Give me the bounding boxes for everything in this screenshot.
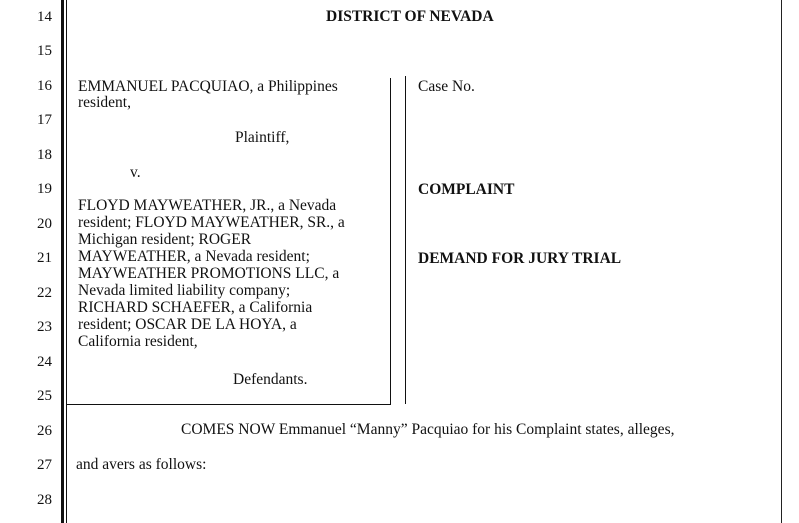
- court-district-heading: DISTRICT OF NEVADA: [326, 8, 494, 25]
- defendant-role: Defendants.: [233, 371, 308, 388]
- defendant-line: RICHARD SCHAEFER, a California: [78, 299, 313, 316]
- defendant-line: resident; FLOYD MAYWEATHER, SR., a: [78, 214, 345, 231]
- line-number: 26: [37, 423, 52, 439]
- defendant-line: MAYWEATHER PROMOTIONS LLC, a: [78, 265, 340, 282]
- defendant-line: FLOYD MAYWEATHER, JR., a Nevada: [78, 197, 337, 214]
- document-title: COMPLAINT: [418, 181, 515, 198]
- line-number: 16: [37, 78, 52, 94]
- defendant-line: California resident,: [78, 333, 198, 350]
- line-number: 21: [37, 250, 52, 266]
- line-number: 19: [37, 181, 52, 197]
- line-number: 17: [37, 112, 52, 128]
- defendant-line: Michigan resident; ROGER: [78, 231, 252, 248]
- defendant-line: resident; OSCAR DE LA HOYA, a: [78, 316, 297, 333]
- line-number: 18: [37, 147, 52, 163]
- line-number: 27: [37, 457, 52, 473]
- plaintiff-line: resident,: [78, 94, 131, 111]
- body-text-line: COMES NOW Emmanuel “Manny” Pacquiao for his Complaint states, alleges,: [181, 421, 675, 438]
- line-number: 23: [37, 319, 52, 335]
- caption-divider: [405, 76, 406, 404]
- line-number: 22: [37, 285, 52, 301]
- versus-label: v.: [130, 164, 141, 181]
- plaintiff-role: Plaintiff,: [235, 129, 290, 146]
- left-margin-rule: [61, 0, 64, 523]
- case-number-label: Case No.: [418, 78, 475, 95]
- line-number: 24: [37, 354, 52, 370]
- line-number: 25: [37, 388, 52, 404]
- line-number: 15: [37, 43, 52, 59]
- jury-demand-title: DEMAND FOR JURY TRIAL: [418, 250, 622, 267]
- right-margin-rule: [781, 0, 782, 523]
- body-text-line: and avers as follows:: [76, 456, 207, 473]
- line-number: 14: [37, 9, 52, 25]
- line-number: 20: [37, 216, 52, 232]
- defendant-line: MAYWEATHER, a Nevada resident;: [78, 248, 310, 265]
- line-number: 28: [37, 492, 52, 508]
- defendant-line: Nevada limited liability company;: [78, 282, 291, 299]
- plaintiff-line: EMMANUEL PACQUIAO, a Philippines: [78, 78, 338, 95]
